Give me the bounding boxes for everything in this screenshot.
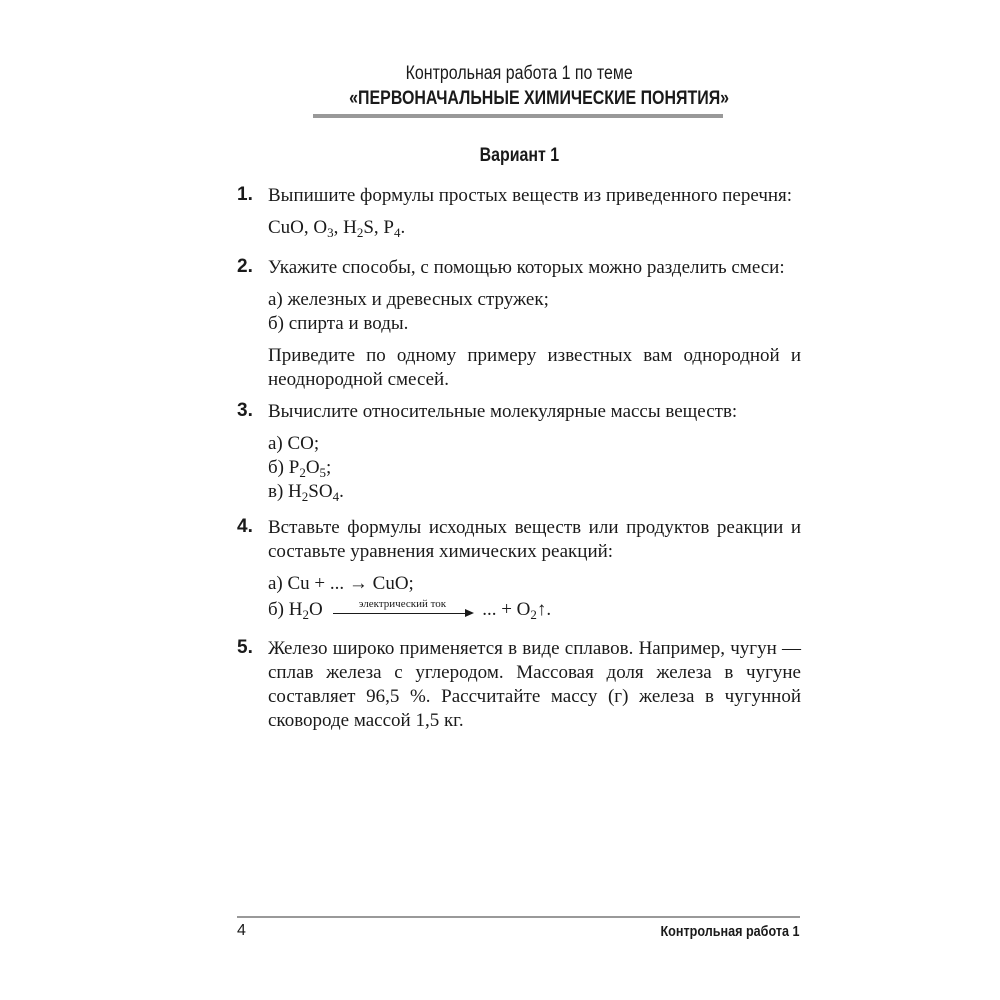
list-item: б) $H_2O$ электрический ток ... + $O_2↑$. <box>268 598 801 622</box>
task-body <box>268 516 801 622</box>
task-text: Железо широко применяется в виде сплавов. Например, чугун — сплав железа с углеродом. Массовая доля железа в чугуне составляет 96,5 %. Рассчитайте массу (г) железа в чугунной сковороде массой 1,5 кг. <box>268 638 801 731</box>
task-number: 2. <box>237 256 253 277</box>
list-item: а) Cu + ... → CuO; <box>268 573 414 594</box>
arrow-right-icon <box>465 609 474 617</box>
task-text: Вычислите относительные молекулярные массы веществ: <box>268 401 738 422</box>
footer-title: Контрольная работа 1 <box>660 923 800 940</box>
task-number: 3. <box>237 400 253 421</box>
task-number: 1. <box>237 184 253 205</box>
header-title: «ПЕРВОНАЧАЛЬНЫЕ ХИМИЧЕСКИЕ ПОНЯТИЯ» <box>349 88 730 109</box>
footer-rule <box>237 916 800 918</box>
list-item: а) железных и древесных стружек; <box>268 289 549 310</box>
task-number: 5. <box>237 637 253 658</box>
task-text: Выпишите формулы простых веществ из приведенного перечня: <box>268 185 793 206</box>
list-item: а) CO; <box>268 433 320 454</box>
list-item: б) спирта и воды. <box>268 313 409 334</box>
reaction-arrow <box>327 598 477 622</box>
task-body <box>268 400 801 504</box>
arrow-label: электрический ток <box>358 598 447 610</box>
task-text: Вставьте формулы исходных веществ или продуктов реакции и составьте уравнения химических реакций: <box>268 517 801 562</box>
list-item: в) $H_2SO_4$. <box>268 481 344 504</box>
task-number: 4. <box>237 516 253 537</box>
task-body <box>268 184 801 240</box>
header-subtitle: Контрольная работа 1 по теме <box>405 63 633 84</box>
formula-list: CuO, $O_3$, $H_2S$, $P_4$. <box>268 217 406 240</box>
page-number: 4 <box>237 922 246 939</box>
list-item: б) $P_2O_5$; <box>268 457 332 480</box>
task-extra-text: Приведите по одному примеру известных вам однородной и неоднородной смесей. <box>268 345 801 390</box>
task-body <box>268 637 801 733</box>
variant-title: Вариант 1 <box>479 145 559 166</box>
header-rule <box>313 114 723 118</box>
task-text: Укажите способы, с помощью которых можно разделить смеси: <box>268 257 785 278</box>
task-body <box>268 256 801 392</box>
